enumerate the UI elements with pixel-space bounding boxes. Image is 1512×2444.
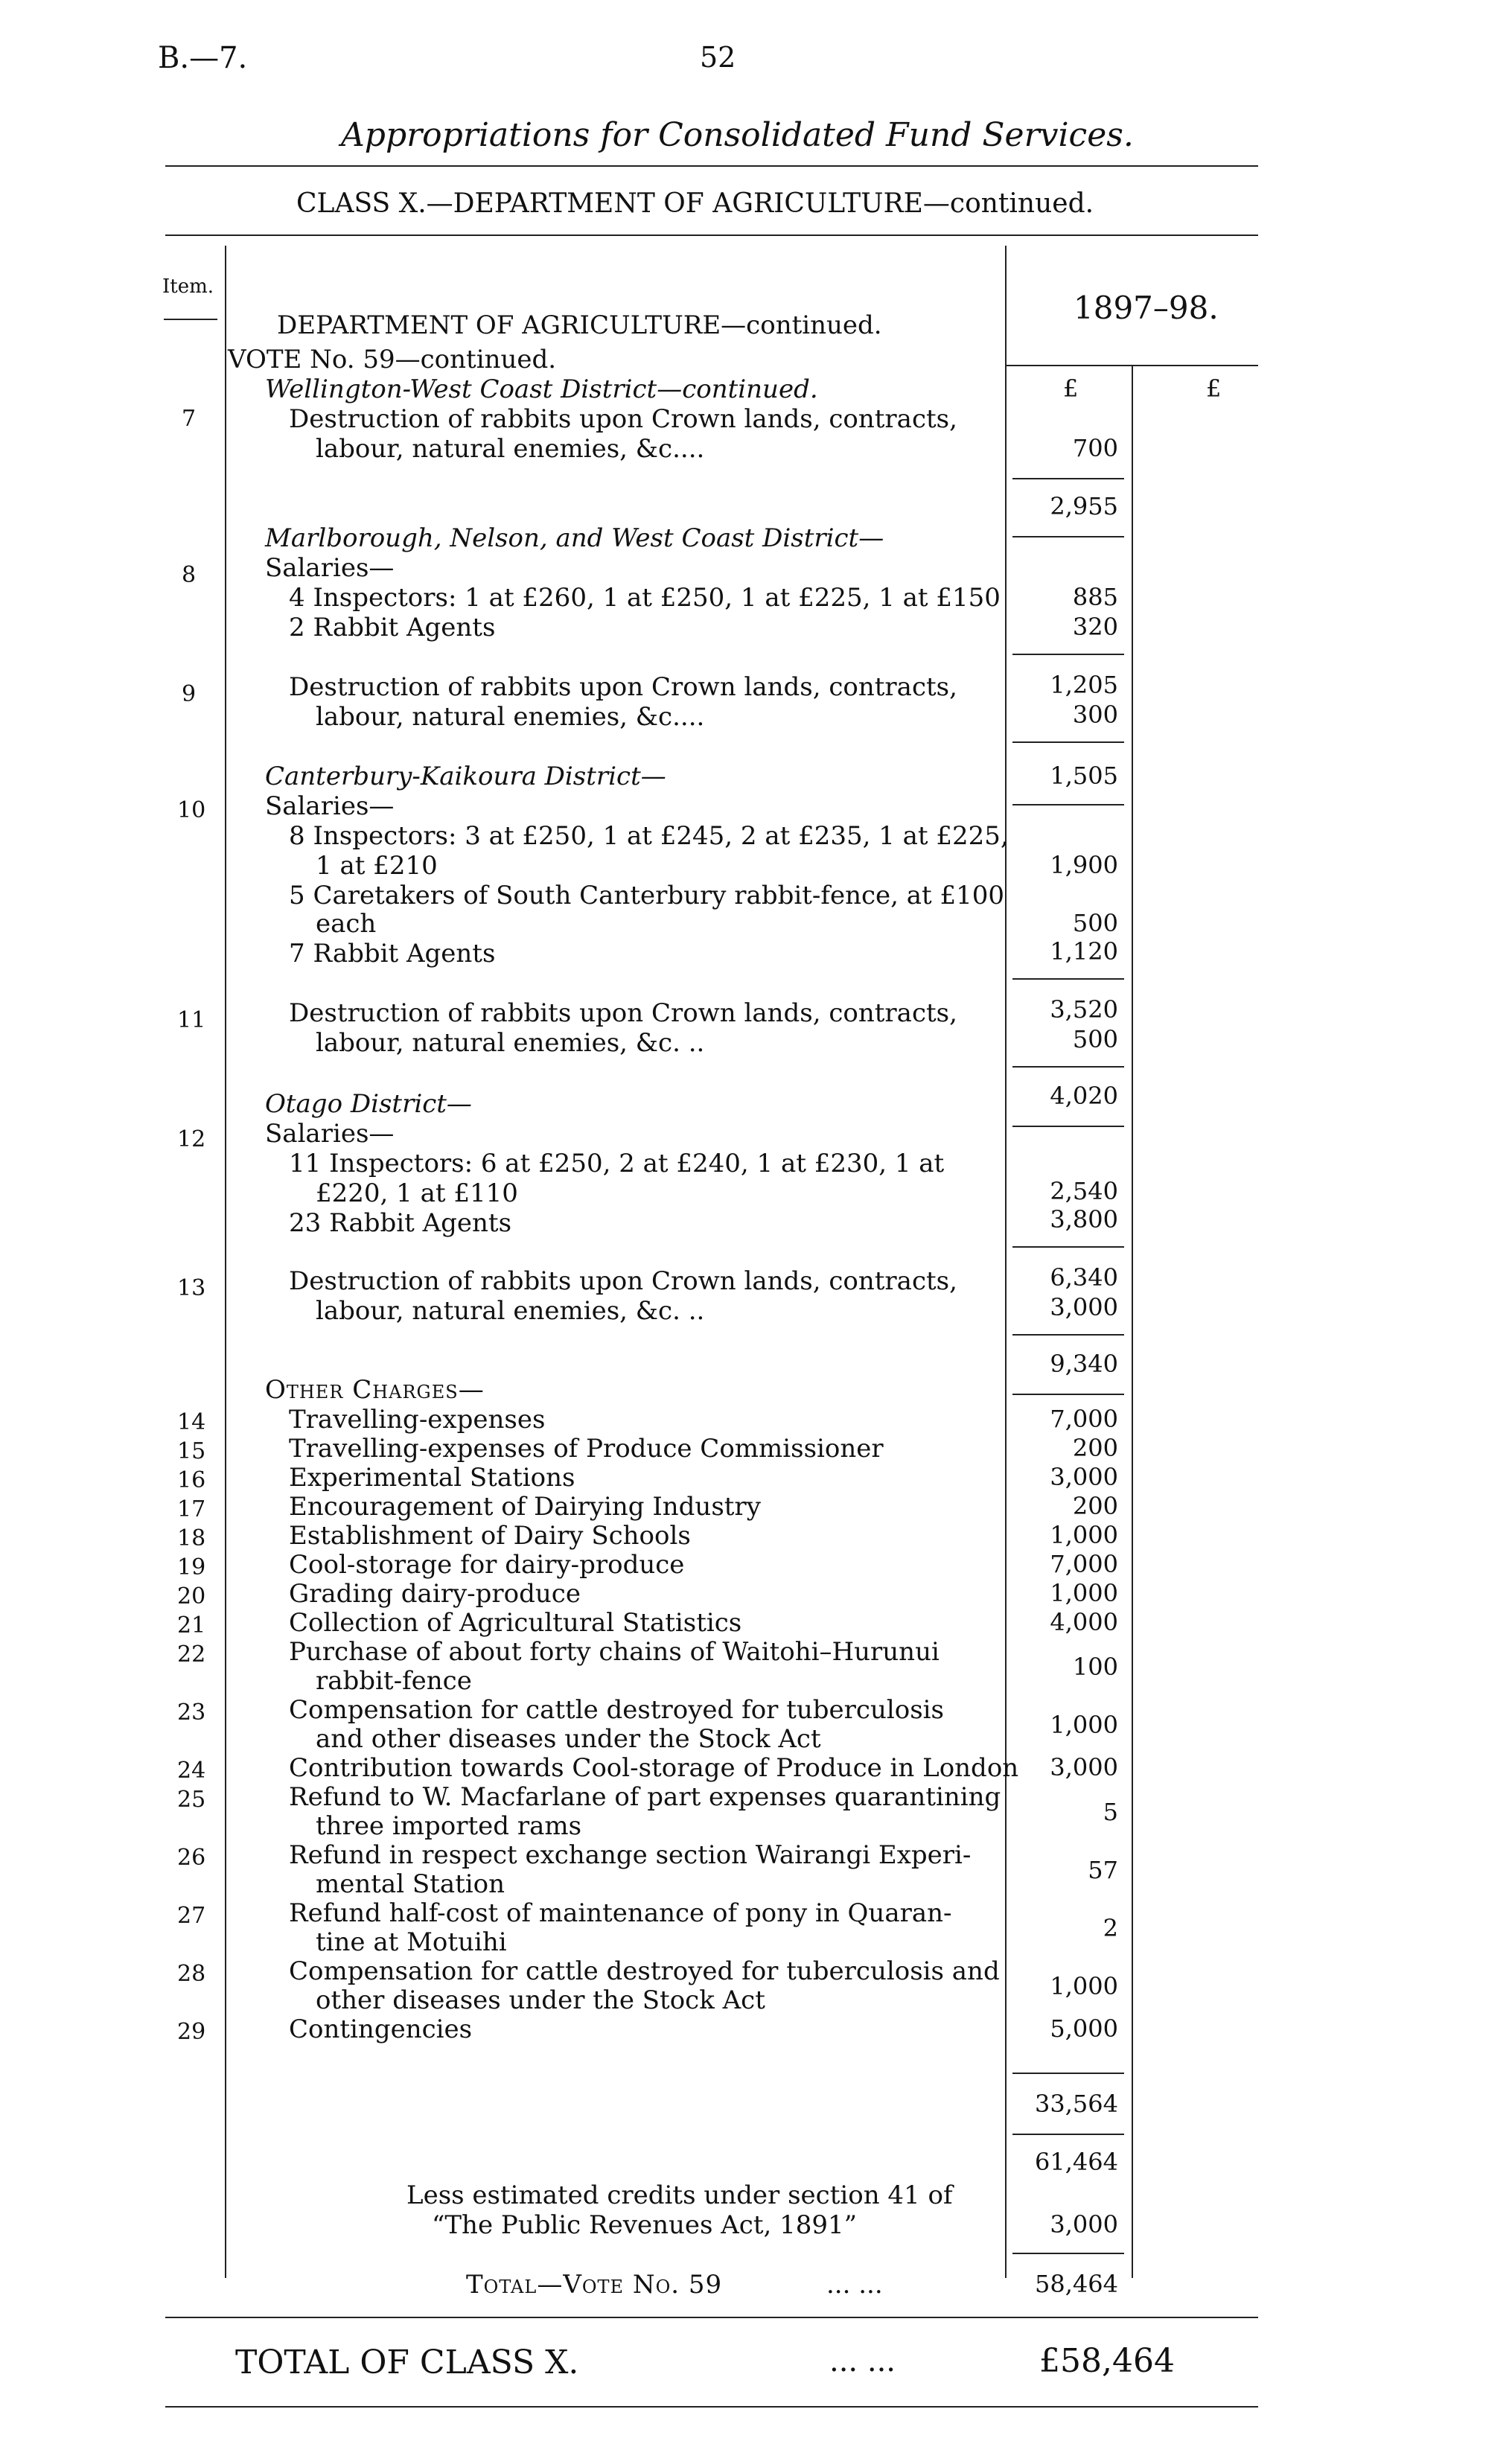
item-text: Contingencies (289, 2014, 473, 2044)
rule-title (165, 165, 1258, 167)
amount: 7,000 (1050, 1550, 1118, 1578)
subtotal-rule (1012, 1126, 1124, 1127)
item-text: Destruction of rabbits upon Crown lands, contracts, (289, 998, 957, 1028)
subtotal: 33,564 (1035, 2090, 1118, 2118)
item-number: 25 (177, 1787, 206, 1813)
rule-total-column (1132, 365, 1133, 2278)
district-heading: Otago District— (265, 1089, 472, 1119)
item-text: Contribution towards Cool-storage of Produce in London (289, 1753, 1019, 1783)
item-text: Destruction of rabbits upon Crown lands, contracts, (289, 1266, 957, 1296)
item-number: 23 (177, 1700, 206, 1726)
subtotal: 9,340 (1050, 1350, 1118, 1378)
item-text: labour, natural enemies, &c. .. (316, 1296, 705, 1326)
amount: 1,000 (1050, 1972, 1118, 2000)
item-number: 22 (177, 1641, 206, 1668)
item-text: £220, 1 at £110 (316, 1178, 518, 1208)
item-text: Cool-storage for dairy-produce (289, 1550, 685, 1580)
subtotal: 2,955 (1050, 492, 1118, 520)
vote-total-label: Total—Vote No. 59 (466, 2270, 723, 2300)
item-text: mental Station (316, 1869, 505, 1899)
item-text: 4 Inspectors: 1 at £260, 1 at £250, 1 at £225, 1 at £150 (289, 583, 1001, 613)
item-number: 18 (177, 1525, 206, 1551)
subtotal-rule (1012, 1246, 1124, 1248)
pound-sign-1: £ (1063, 374, 1079, 403)
rule-item-column (225, 246, 226, 2278)
amount: 3,000 (1050, 1753, 1118, 1781)
subtotal-rule (1012, 2073, 1124, 2074)
salaries-label: Salaries— (265, 553, 395, 583)
item-text: each (316, 909, 377, 939)
amount: 3,800 (1050, 1205, 1118, 1234)
rule-amount-column (1005, 246, 1007, 2278)
subtotal: 1,505 (1050, 762, 1118, 790)
item-text: 7 Rabbit Agents (289, 939, 496, 969)
amount: 7,000 (1050, 1405, 1118, 1433)
item-text: Destruction of rabbits upon Crown lands, contracts, (289, 672, 957, 702)
salaries-label: Salaries— (265, 1119, 395, 1149)
item-text: 11 Inspectors: 6 at £250, 2 at £240, 1 at £230, 1 at (289, 1149, 945, 1178)
amount: 2,540 (1050, 1177, 1118, 1205)
department-heading: DEPARTMENT OF AGRICULTURE—continued. (277, 310, 882, 340)
amount: 320 (1072, 613, 1118, 641)
amount: 3,000 (1050, 1463, 1118, 1491)
item-text: labour, natural enemies, &c. .. (316, 1028, 705, 1058)
subtotal-rule (1012, 1334, 1124, 1336)
amount: 5,000 (1050, 2014, 1118, 2043)
item-text: other diseases under the Stock Act (316, 1985, 765, 2015)
item-number: 13 (177, 1275, 206, 1301)
item-text: Establishment of Dairy Schools (289, 1521, 691, 1551)
item-number: 21 (177, 1612, 206, 1639)
subtotal-rule (1012, 804, 1124, 805)
item-text: Compensation for cattle destroyed for tuberculosis (289, 1695, 944, 1725)
credits-text: Less estimated credits under section 41 of (406, 2180, 953, 2210)
subtotal: 6,340 (1050, 1263, 1118, 1292)
amount: 100 (1072, 1653, 1118, 1681)
document-reference: B.—7. (158, 41, 248, 75)
amount: 200 (1072, 1434, 1118, 1462)
amount: 1,900 (1050, 851, 1118, 879)
item-text: Destruction of rabbits upon Crown lands, contracts, (289, 404, 957, 434)
class-total: £58,464 (1039, 2342, 1175, 2380)
amount: 500 (1072, 909, 1118, 937)
item-number: 9 (182, 681, 197, 707)
gross-total: 61,464 (1035, 2148, 1118, 2176)
item-number: 24 (177, 1758, 206, 1784)
item-number: 20 (177, 1583, 206, 1609)
item-text: Refund half-cost of maintenance of pony in Quaran- (289, 1898, 952, 1928)
amount: 700 (1072, 434, 1118, 462)
district-heading: Canterbury-Kaikoura District— (265, 762, 666, 791)
item-text: Experimental Stations (289, 1463, 575, 1493)
item-text: Refund in respect exchange section Wairangi Experi- (289, 1840, 972, 1870)
other-charges-heading: Other Charges— (265, 1375, 485, 1405)
rule-class (165, 234, 1258, 236)
item-number: 11 (177, 1007, 206, 1033)
salaries-label: Salaries— (265, 791, 395, 821)
pound-sign-2: £ (1206, 374, 1222, 403)
subtotal-rule (1012, 2253, 1124, 2254)
item-number: 7 (182, 406, 197, 432)
item-number: 28 (177, 1961, 206, 1987)
item-text: 2 Rabbit Agents (289, 613, 496, 642)
item-column-header: Item. (162, 275, 214, 298)
rule-class-total-bottom (165, 2406, 1258, 2408)
item-text: tine at Motuihi (316, 1927, 507, 1957)
item-number: 10 (177, 797, 206, 823)
subtotal-rule (1012, 654, 1124, 655)
item-number: 17 (177, 1496, 206, 1522)
amount: 885 (1072, 583, 1118, 611)
amount: 1,000 (1050, 1579, 1118, 1607)
subtotal-rule (1012, 478, 1124, 479)
item-number: 15 (177, 1438, 206, 1464)
leader-dots: ... ... (829, 2344, 896, 2378)
item-number: 19 (177, 1554, 206, 1580)
vote-heading: VOTE No. 59—continued. (228, 345, 557, 374)
item-text: Compensation for cattle destroyed for tuberculosis and (289, 1956, 1000, 1986)
subtotal: 1,205 (1050, 671, 1118, 699)
amount: 5 (1103, 1798, 1118, 1826)
item-number: 14 (177, 1409, 206, 1435)
item-text: 1 at £210 (316, 851, 438, 881)
amount: 4,000 (1050, 1608, 1118, 1636)
item-text: 8 Inspectors: 3 at £250, 1 at £245, 2 at £235, 1 at £225, (289, 821, 1009, 851)
amount: 2 (1103, 1914, 1118, 1942)
item-text: Refund to W. Macfarlane of part expenses quarantining (289, 1782, 1001, 1812)
page-number: 52 (700, 41, 736, 74)
item-text: and other diseases under the Stock Act (316, 1724, 821, 1754)
amount: 1,120 (1050, 937, 1118, 966)
leader-dots: ... ... (826, 2270, 883, 2300)
amount: 1,000 (1050, 1711, 1118, 1739)
subtotal-rule (1012, 2134, 1124, 2135)
subtotal-rule (1012, 1394, 1124, 1395)
credits-text: “The Public Revenues Act, 1891” (432, 2210, 858, 2240)
item-text: 23 Rabbit Agents (289, 1208, 512, 1238)
credits-amount: 3,000 (1050, 2210, 1118, 2239)
item-number: 26 (177, 1845, 206, 1871)
item-text: Encouragement of Dairying Industry (289, 1492, 761, 1522)
item-text: three imported rams (316, 1811, 582, 1841)
item-text: Travelling-expenses of Produce Commissioner (289, 1434, 884, 1464)
subtotal-rule (1012, 978, 1124, 980)
vote-total: 58,464 (1035, 2270, 1118, 2298)
amount: 200 (1072, 1492, 1118, 1520)
amount: 57 (1088, 1856, 1118, 1884)
item-text: Collection of Agricultural Statistics (289, 1608, 742, 1638)
item-text: labour, natural enemies, &c.... (316, 434, 705, 464)
subtotal-rule (1012, 741, 1124, 743)
item-number: 8 (182, 562, 197, 588)
subtotal: 4,020 (1050, 1082, 1118, 1110)
amount: 3,000 (1050, 1293, 1118, 1321)
item-text: rabbit-fence (316, 1666, 472, 1696)
rule-item-head (164, 319, 217, 320)
amount: 1,000 (1050, 1521, 1118, 1549)
item-text: labour, natural enemies, &c.... (316, 702, 705, 732)
item-text: Purchase of about forty chains of Waitohi–Hurunui (289, 1637, 940, 1667)
year-header: 1897–98. (1074, 290, 1219, 326)
subtotal-rule (1012, 1066, 1124, 1068)
item-text: Travelling-expenses (289, 1405, 546, 1435)
district-heading: Wellington-West Coast District—continued. (265, 374, 818, 404)
class-total-label: TOTAL OF CLASS X. (235, 2344, 579, 2381)
class-heading: CLASS X.—DEPARTMENT OF AGRICULTURE—continued. (296, 188, 1094, 219)
rule-year-head (1007, 365, 1258, 366)
item-text: Grading dairy-produce (289, 1579, 581, 1609)
amount: 500 (1072, 1025, 1118, 1053)
item-number: 29 (177, 2019, 206, 2045)
item-number: 16 (177, 1467, 206, 1493)
subtotal-rule (1012, 536, 1124, 537)
amount: 300 (1072, 701, 1118, 729)
item-number: 12 (177, 1126, 206, 1152)
subtotal: 3,520 (1050, 995, 1118, 1024)
item-text: 5 Caretakers of South Canterbury rabbit-fence, at £100 (289, 881, 1005, 910)
item-number: 27 (177, 1903, 206, 1929)
rule-class-total-top (165, 2317, 1258, 2318)
page-title: Appropriations for Consolidated Fund Services. (341, 116, 1134, 154)
district-heading: Marlborough, Nelson, and West Coast District— (265, 523, 884, 553)
